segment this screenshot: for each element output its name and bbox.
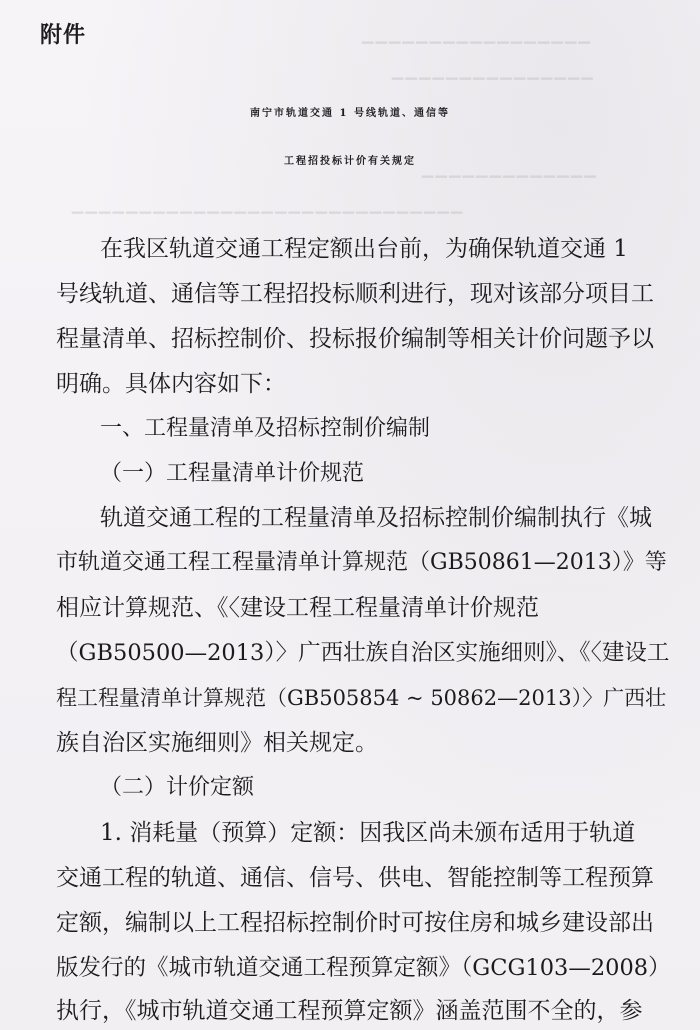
attachment-label: 附件: [40, 23, 87, 48]
intro-line: 明确。具体内容如下：: [56, 371, 286, 397]
document-title-line-1: 南宁市轨道交通 1 号线轨道、通信等: [250, 108, 450, 119]
subsection-1-line: 相应计算规范、《〈建设工程工程量清单计价规范: [56, 595, 539, 621]
subsection-2-line: 交通工程的轨道、通信、信号、供电、智能控制等工程预算: [56, 865, 654, 891]
intro-line: 程量清单、招标控制价、投标报价编制等相关计价问题予以: [56, 326, 654, 352]
show-through-texture: ▁▁▁▁▁▁▁▁▁▁▁▁▁: [420, 160, 596, 178]
subsection-1-line: 程工程量清单计算规范（GB505854 ~ 50862—2013）〉广西壮: [56, 686, 667, 710]
show-through-texture: ▁▁▁▁▁▁▁▁▁▁▁▁▁▁▁▁▁: [360, 26, 591, 44]
subsection-2-line: 版发行的《城市轨道交通工程预算定额》（GCG103—2008）: [56, 955, 671, 981]
show-through-texture: ▁▁▁▁▁▁▁▁▁▁▁▁▁▁▁▁▁▁▁▁▁▁▁▁▁▁▁▁▁: [70, 196, 463, 214]
document-title-line-2: 工程招投标计价有关规定: [284, 156, 416, 167]
subsection-2-heading: （二）计价定额: [100, 775, 255, 800]
subsection-1-line: （GB50500—2013）〉广西壮族自治区实施细则》、《〈建设工: [56, 640, 670, 666]
subsection-2-line: 1. 消耗量（预算）定额：因我区尚未颁布适用于轨道: [100, 820, 636, 846]
subsection-2-line: 执行，《城市轨道交通工程预算定额》涵盖范围不全的，参: [56, 998, 643, 1024]
subsection-1-heading: （一）工程量清单计价规范: [100, 461, 365, 486]
subsection-1-line: 族自治区实施细则》相关规定。: [56, 730, 378, 756]
subsection-2-line: 定额，编制以上工程招标控制价时可按住房和城乡建设部出: [56, 910, 654, 936]
intro-line: 在我区轨道交通工程定额出台前，为确保轨道交通 1: [100, 236, 628, 262]
subsection-1-line: 轨道交通工程的工程量清单及招标控制价编制执行《城: [100, 505, 652, 531]
intro-line: 号线轨道、通信等工程招投标顺利进行，现对该部分项目工: [56, 281, 654, 307]
section-1-heading: 一、工程量清单及招标控制价编制: [100, 416, 431, 441]
subsection-1-line: 市轨道交通工程工程量清单计算规范（GB50861—2013）》等: [56, 550, 667, 575]
show-through-texture: ▁▁▁▁▁▁▁▁▁▁▁▁▁▁▁: [390, 62, 594, 80]
